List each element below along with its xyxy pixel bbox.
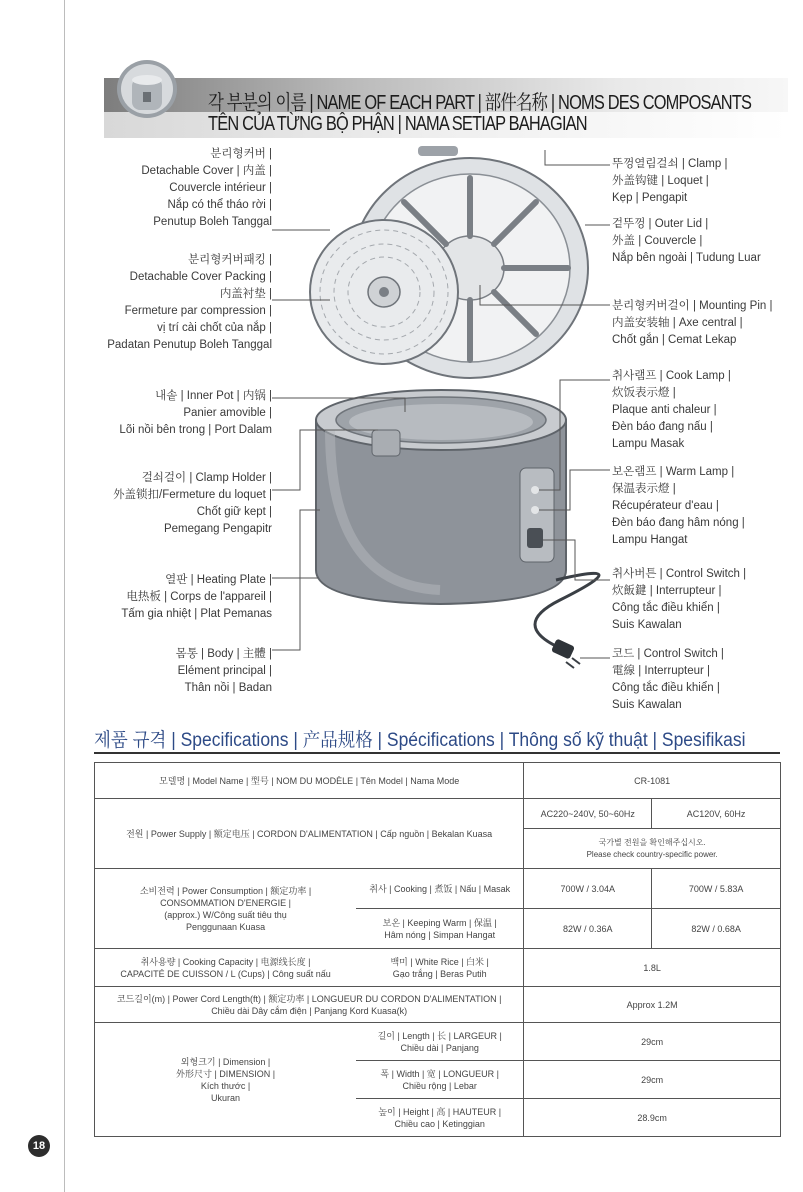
label-clamp: 뚜껑열림걸쇠 | Clamp | 外盖钩键 | Loquet | Kẹp | Pengapit: [612, 158, 728, 204]
spec-capacity-label: 취사용량 | Cooking Capacity | 电源线长度 | CAPACITÉ DE CUISSON / L (Cups) | Công suất nấu: [95, 949, 357, 987]
spec-dimension-label: 외형크기 | Dimension | 外形尺寸 | DIMENSION | Kích thước | Ukuran: [95, 1023, 357, 1137]
header-title-line1: 각 부분의 이름 | NAME OF EACH PART | 部件名称 | NOMS DES COMPOSANTS: [208, 92, 752, 114]
spec-width-label: 폭 | Width | 宽 | LONGUEUR | Chiều rộng | Lebar: [356, 1061, 524, 1099]
spec-capacity-value: 1.8L: [524, 949, 781, 987]
spec-width-value: 29cm: [524, 1061, 781, 1099]
label-control-switch: 취사버튼 | Control Switch | 炊飯鍵 | Interrupteur | Công tắc điều khiển | Suis Kawalan: [612, 568, 747, 631]
label-heating-plate: 열판 | Heating Plate | 电热板 | Corps de l'appareil | Tấm gia nhiệt | Plat Pemanas: [121, 574, 272, 620]
spec-model-value: CR-1081: [524, 763, 781, 799]
spec-row-cord: [95, 987, 781, 1023]
label-body: 몸통 | Body | 主體 | Elément principal | Thân nồi | Badan: [175, 648, 272, 694]
header-title-line2: TÊN CỦA TỪNG BỘ PHẬN | NAMA SETIAP BAHAGIAN: [208, 113, 587, 135]
spec-cord-label: 코드길이(m) | Power Cord Length(ft) | 额定功率 | LONGUEUR DU CORDON D'ALIMENTATION | Chiều dài Dây cắm điện | Panjang Kord Kuasa(k): [95, 987, 524, 1023]
spec-cooking-v1: 700W / 3.04A: [524, 869, 652, 909]
label-clamp-holder: 걸쇠걸이 | Clamp Holder | 外盖锁扣/Fermeture du loquet | Chốt giữ kept | Pemegang Pengapitr: [113, 472, 272, 535]
label-cook-lamp: 취사램프 | Cook Lamp | 炊饭表示燈 | Plaque anti chaleur | Đèn báo đang nấu | Lampu Masak: [612, 370, 731, 450]
spec-power-label: 전원 | Power Supply | 额定电压 | CORDON D'ALIMENTATION | Cấp nguồn | Bekalan Kuasa: [95, 799, 524, 869]
spec-row-length: [95, 1023, 781, 1061]
spec-rice-label: 백미 | White Rice | 白米 | Gạo trắng | Beras Putih: [356, 949, 524, 987]
spec-height-value: 28.9cm: [524, 1099, 781, 1137]
spec-cooking-label: 취사 | Cooking | 煮饭 | Nấu | Masak: [356, 869, 524, 909]
spec-consumption-label: 소비전력 | Power Consumption | 额定功率 | CONSOMMATION D'ENERGIE | (approx.) W/Công suất tiêu thụ Penggunaan Kuasa: [95, 869, 357, 949]
spec-power-v2: AC120V, 60Hz: [652, 799, 781, 829]
label-outer-lid: 겉뚜껑 | Outer Lid | 外盖 | Couvercle | Nắp bên ngoài | Tudung Luar: [612, 218, 761, 264]
spec-heading-rule: [94, 752, 780, 754]
spec-row-power: [95, 799, 781, 829]
spec-row-cooking: [95, 869, 781, 909]
spec-warm-v1: 82W / 0.36A: [524, 909, 652, 949]
spec-power-v1: AC220~240V, 50~60Hz: [524, 799, 652, 829]
spec-row-capacity: [95, 949, 781, 987]
detachable-cover-illustration: [310, 220, 458, 364]
spec-power-note: 국가별 전원을 확인해주십시오. Please check country-specific power.: [524, 829, 781, 869]
label-detachable-cover: 분리형커버 | Detachable Cover | 内盖 | Couvercle intérieur | Nắp có thể tháo rời | Penutup Boleh Tanggal: [141, 148, 272, 228]
spec-cord-value: Approx 1.2M: [524, 987, 781, 1023]
spec-cooking-v2: 700W / 5.83A: [652, 869, 781, 909]
label-cover-packing: 분리형커버패킹 | Detachable Cover Packing | 内盖衬垫 | Fermeture par compression | vị trí cài chốt của nắp | Padatan Penutup Boleh Tanggal: [107, 254, 272, 351]
spec-warm-v2: 82W / 0.68A: [652, 909, 781, 949]
page-number: 18: [28, 1135, 50, 1157]
spec-warm-label: 보온 | Keeping Warm | 保温 | Hâm nóng | Simpan Hangat: [356, 909, 524, 949]
spec-height-label: 높이 | Height | 高 | HAUTEUR | Chiều cao | Ketinggian: [356, 1099, 524, 1137]
cooker-body-illustration: [316, 390, 566, 604]
label-warm-lamp: 보온램프 | Warm Lamp | 保温表示燈 | Récupérateur d'eau | Đèn báo đang hâm nóng | Lampu Hangat: [612, 466, 745, 546]
spec-length-value: 29cm: [524, 1023, 781, 1061]
label-cord: 코드 | Control Switch | 電線 | Interrupteur | Công tắc điều khiển | Suis Kawalan: [612, 648, 724, 711]
spec-length-label: 길이 | Length | 长 | LARGEUR | Chiều dài | Panjang: [356, 1023, 524, 1061]
spec-heading: 제품 규격 | Specifications | 产品规格 | Spécifications | Thông số kỹ thuật | Spesifikasi: [94, 730, 746, 751]
spec-row-model: [95, 763, 781, 799]
spec-model-label: 모델명 | Model Name | 型号 | NOM DU MODÈLE | Tên Model | Nama Mode: [95, 763, 524, 799]
label-mounting-pin: 분리형커버걸이 | Mounting Pin | 内盖安装轴 | Axe central | Chốt gắn | Cemat Lekap: [612, 300, 773, 346]
spec-table: [94, 762, 781, 1137]
label-inner-pot: 내솥 | Inner Pot | 内锅 | Panier amovible | Lõi nồi bên trong | Port Dalam: [119, 390, 272, 436]
